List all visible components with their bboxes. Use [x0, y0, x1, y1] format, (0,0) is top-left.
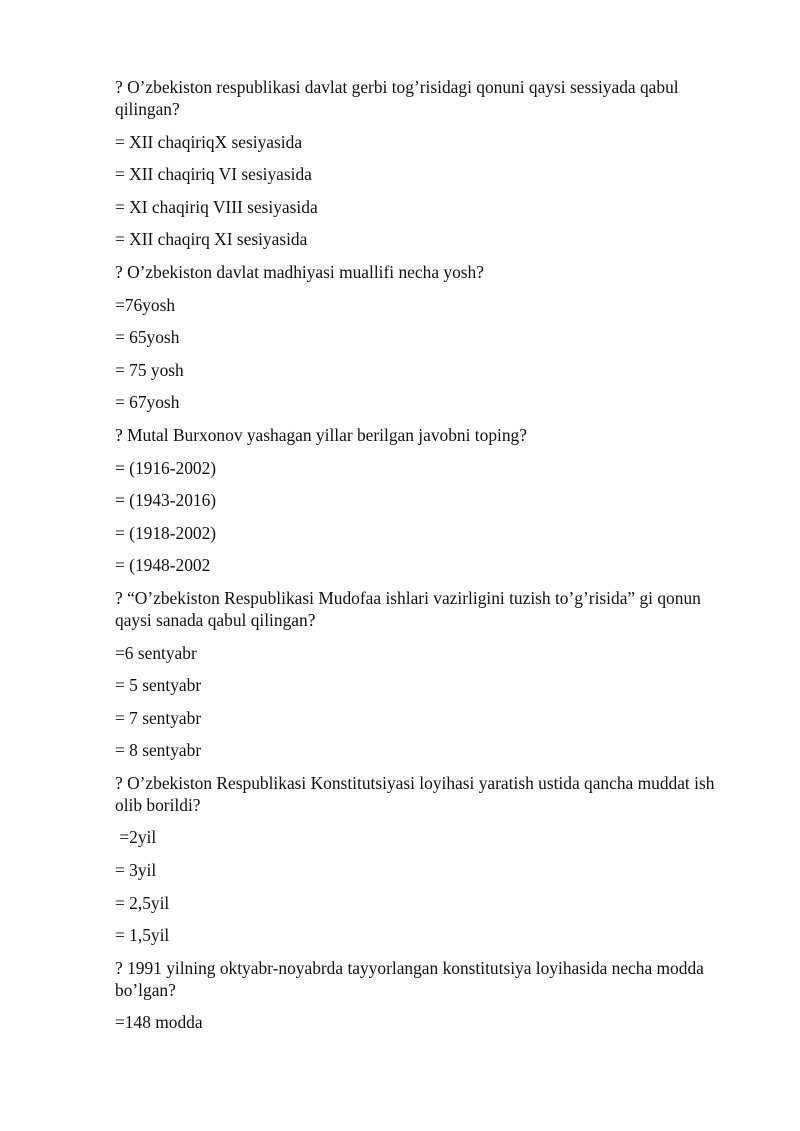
quiz-content	[115, 76, 727, 1044]
question-text: ? Mutal Burxonov yashagan yillar berilgan javobni toping?	[115, 424, 527, 445]
answer-option: = (1916-2002)	[115, 457, 217, 478]
answer-option: = 75 yosh	[115, 359, 184, 380]
answer-option: = XII chaqiriq VI sesiyasida	[115, 164, 312, 185]
answer-option: = (1948-2002	[115, 555, 211, 576]
answer-option: = (1918-2002)	[115, 522, 217, 543]
answer-option: = XII chaqiriqX sesiyasida	[115, 131, 303, 152]
answer-option: = 2,5yil	[115, 892, 170, 913]
question-text: ? 1991 yilning oktyabr-noyabrda tayyorlangan konstitutsiya loyihasida necha modda bo’lgan?	[115, 957, 709, 1000]
question-text: ? “O’zbekiston Respublikasi Mudofaa ishlari vazirligini tuzish to’g’risida” gi qonun qaysi sanada qabul qilingan?	[115, 587, 706, 630]
answer-option: = 7 sentyabr	[115, 707, 202, 728]
answer-option: = XI chaqiriq VIII sesiyasida	[115, 196, 318, 217]
answer-option: = 8 sentyabr	[115, 740, 202, 761]
question-text: ? O’zbekiston respublikasi davlat gerbi tog’risidagi qonuni qaysi sessiyada qabul qilingan?	[115, 77, 683, 119]
question-text: ? O’zbekiston Respublikasi Konstitutsiyasi loyihasi yaratish ustida qancha muddat ish olib borildi?	[115, 772, 719, 815]
answer-option: = (1943-2016)	[115, 490, 217, 511]
answer-option: =76yosh	[115, 294, 176, 315]
answer-option: = XII chaqirq XI sesiyasida	[115, 229, 308, 250]
question-text: ? O’zbekiston davlat madhiyasi muallifi necha yosh?	[115, 261, 484, 282]
answer-option: = 67yosh	[115, 392, 180, 413]
answer-option: = 3yil	[115, 860, 157, 881]
answer-option: = 65yosh	[115, 327, 180, 348]
answer-option: =2yil	[115, 827, 157, 848]
answer-option: =148 modda	[115, 1012, 203, 1033]
answer-option: = 5 sentyabr	[115, 675, 202, 696]
answer-option: =6 sentyabr	[115, 642, 197, 663]
answer-option: = 1,5yil	[115, 925, 170, 946]
